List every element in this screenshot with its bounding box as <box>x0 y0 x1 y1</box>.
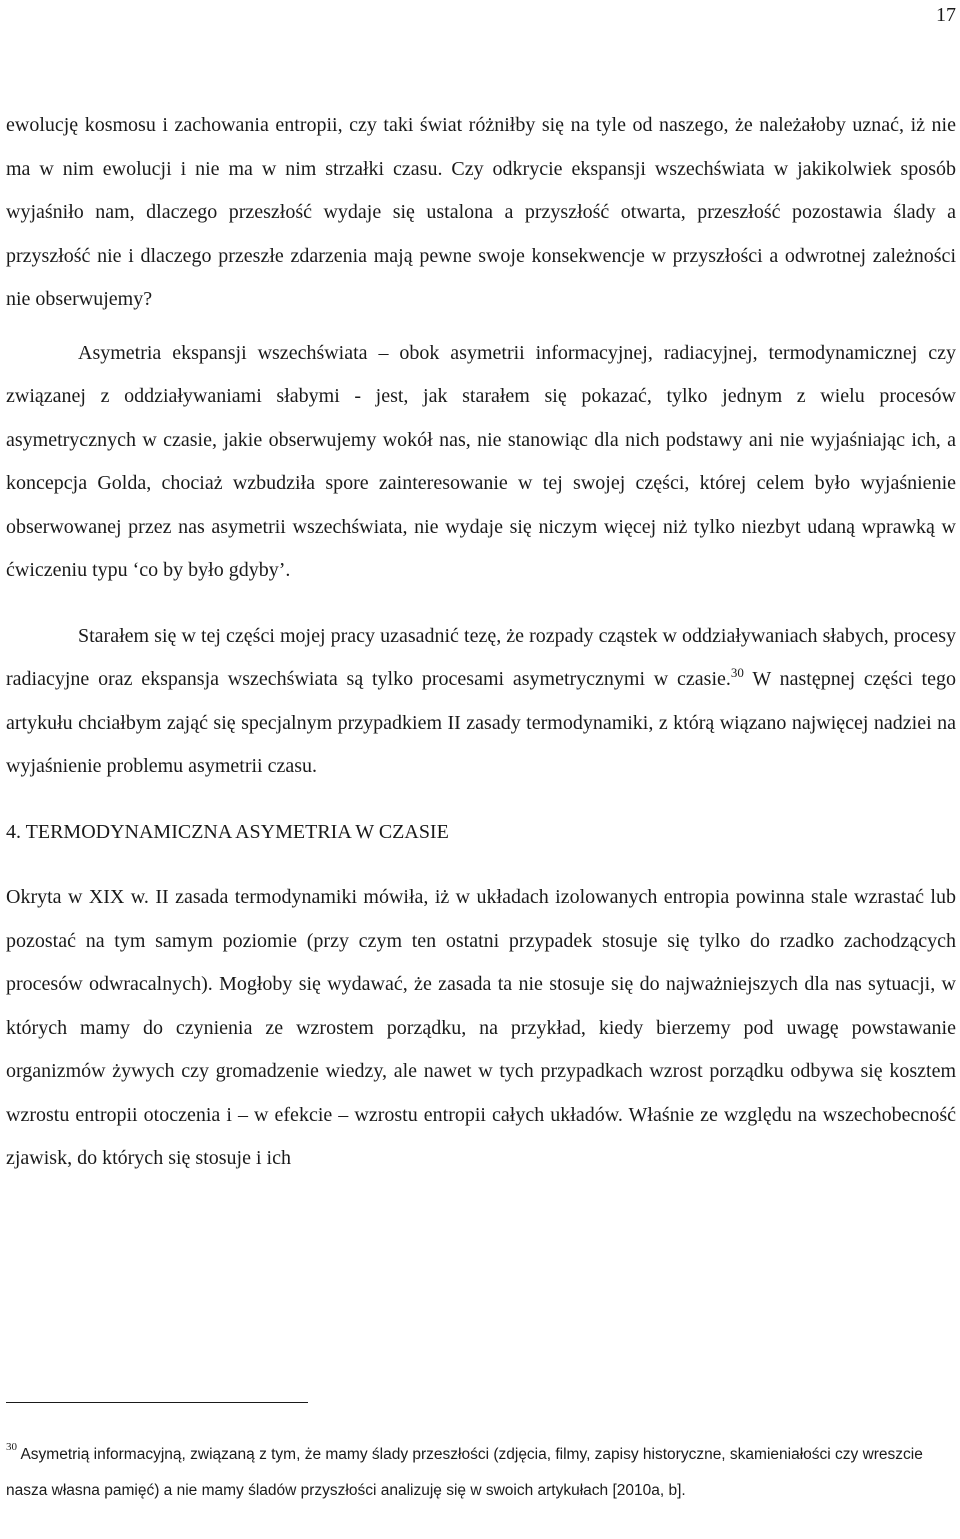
footnote-mark: 30 <box>6 1441 17 1453</box>
footnote-text: Asymetrią informacyjną, związaną z tym, że mamy ślady przeszłości (zdjęcia, filmy, zapisy historyczne, skamieniałości czy wreszcie nasza własna pamięć) a nie mamy śladów przyszłości analizuję się w swoich artykułach [2010a, b]. <box>6 1446 923 1499</box>
footnote-reference: 30 <box>730 665 744 680</box>
paragraph-3-text-before: Starałem się w tej części mojej pracy uzasadnić tezę, że rozpady cząstek w oddziaływaniach słabych, procesy radiacyjne oraz ekspansja wszechświata są tylko procesami asymetrycznymi w czasie. <box>6 624 956 690</box>
paragraph-4: Okryta w XIX w. II zasada termodynamiki mówiła, iż w układach izolowanych entropia powinna stale wzrastać lub pozostać na tym samym poziomie (przy czym ten ostatni przypadek stosuje się tylko do rzadko zachodzących procesów odwracalnych). Mogłoby się wydawać, że zasada ta nie stosuje się do najważniejszych dla nas sytuacji, w których mamy do czynienia ze wzrostem porządku, na przykład, kiedy bierzemy pod uwagę powstawanie organizmów żywych czy gromadzenie wiedzy, ale nawet w tych przypadkach wzrost porządku odbywa się kosztem wzrostu entropii otoczenia i – w efekcie – wzrostu entropii całych układów. Właśnie ze względu na wszechobecność zjawisk, do których się stosuje i ich <box>6 886 956 1169</box>
section-heading: 4. TERMODYNAMICZNA ASYMETRIA W CZASIE <box>6 820 449 843</box>
footnote-separator <box>6 1402 308 1403</box>
page-number: 17 <box>936 4 956 26</box>
paragraph-1: ewolucję kosmosu i zachowania entropii, czy taki świat różniłby się na tyle od naszego, że należałoby uznać, iż nie ma w nim ewolucji i nie ma w nim strzałki czasu. Czy odkrycie ekspansji wszechświata w jakikolwiek sposób wyjaśniło nam, dlaczego przeszłość wydaje się ustalona a przyszłość otwarta, przeszłość pozostawia ślady a przyszłość nie i dlaczego przeszłe zdarzenia mają pewne swoje konsekwencje w przyszłości a odwrotnej zależności nie obserwujemy? <box>6 114 956 310</box>
paragraph-2: Asymetria ekspansji wszechświata – obok asymetrii informacyjnej, radiacyjnej, termodynamicznej czy związanej z oddziaływaniami słabymi - jest, jak starałem się pokazać, tylko jednym z wielu procesów asymetrycznych w czasie, jakie obserwujemy wokół nas, nie stanowiąc dla nich podstawy ani nie wyjaśniając ich, a koncepcja Golda, chociaż wzbudziła spore zainteresowanie w tej swojej części, której celem było wyjaśnienie obserwowanej przez nas asymetrii wszechświata, nie wydaje się niczym więcej niż tylko niezbyt udaną wprawką w ćwiczeniu typu ‘co by było gdyby’. <box>6 341 956 581</box>
paragraph-3 <box>6 615 956 789</box>
main-text <box>6 104 956 1181</box>
paragraph-3-text-after: W następnej części tego artykułu chciałbym zająć się specjalnym przypadkiem II zasady termodynamiki, z którą wiązano najwięcej nadziei na wyjaśnienie problemu asymetrii czasu. <box>6 668 956 777</box>
footnote <box>6 1437 956 1509</box>
